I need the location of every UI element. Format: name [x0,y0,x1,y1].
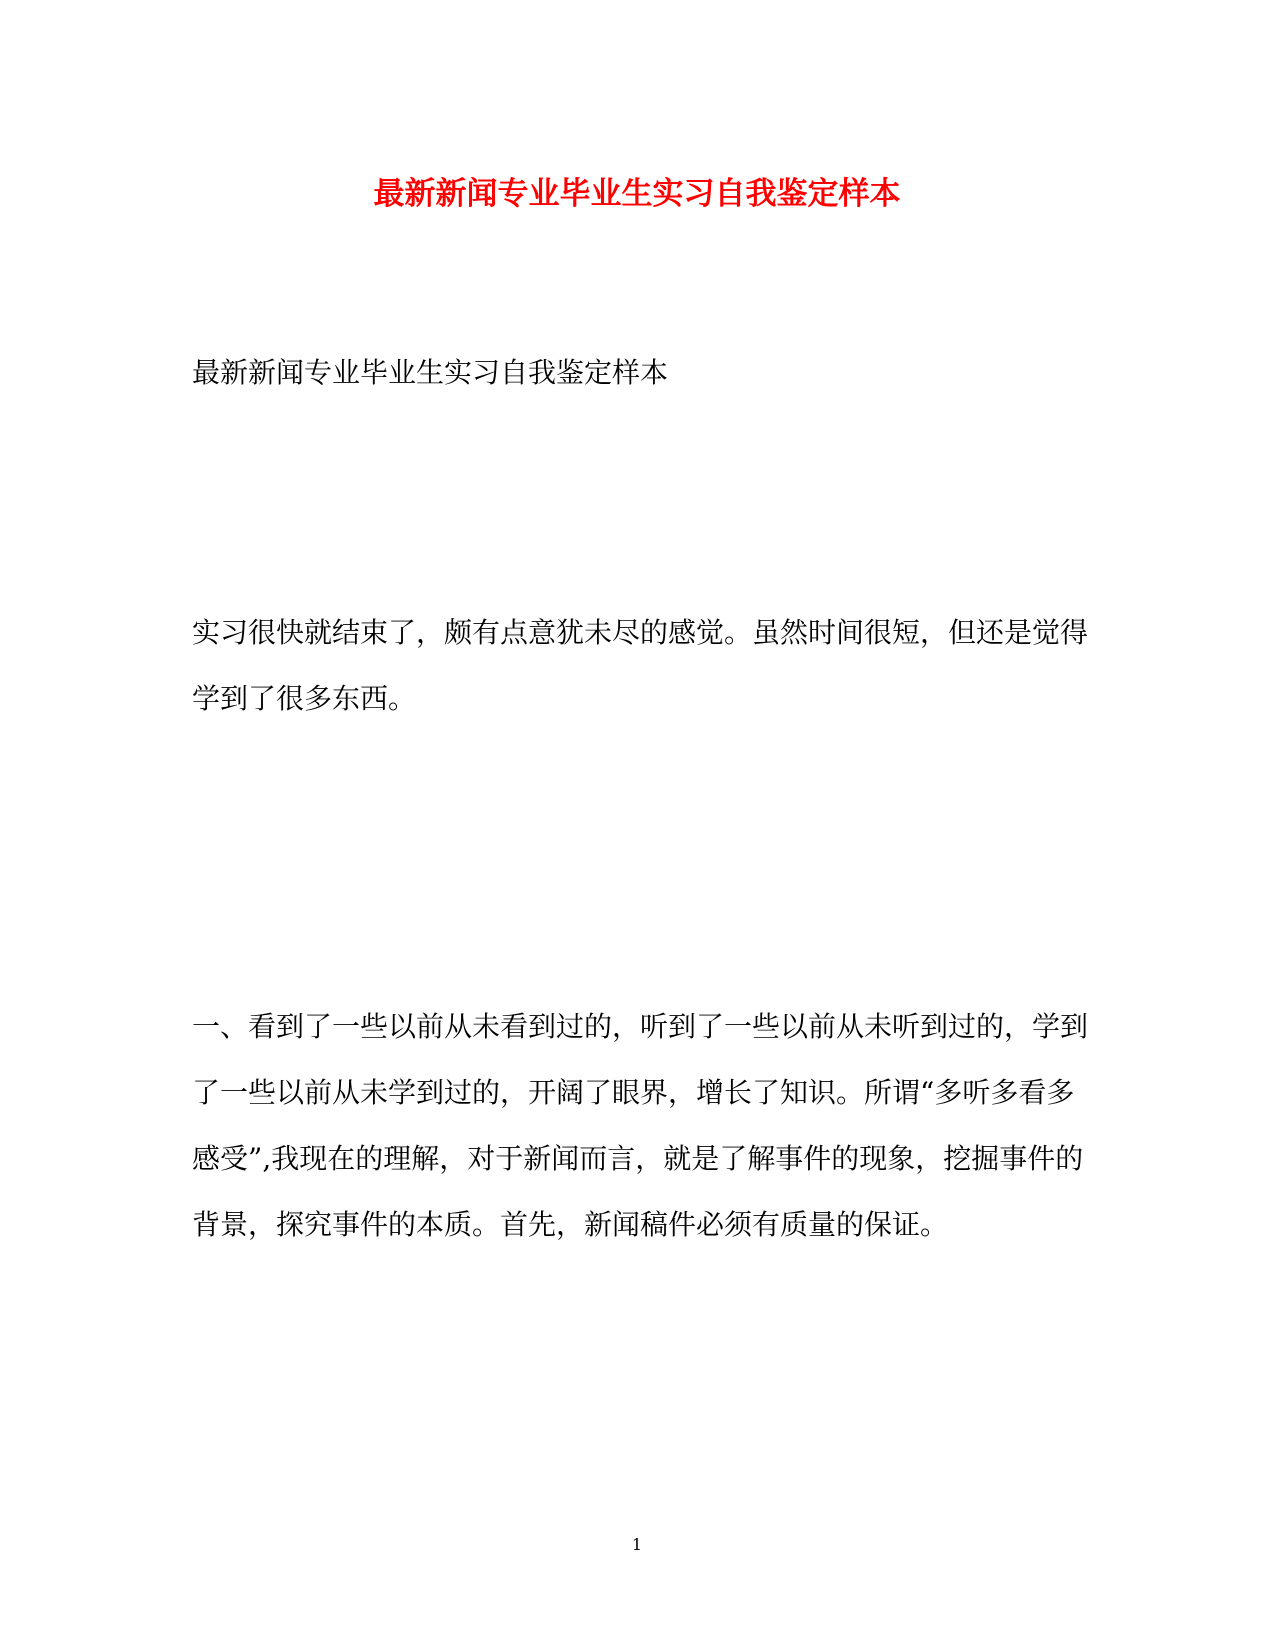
body-paragraph-1: 实习很快就结束了，颇有点意犹未尽的感觉。虽然时间很短，但还是觉得学到了很多东西。 [192,616,1089,715]
page-number: 1 [631,1535,643,1554]
document-subtitle: 最新新闻专业毕业生实习自我鉴定样本 [192,356,669,389]
document-title: 最新新闻专业毕业生实习自我鉴定样本 [373,176,901,212]
body-paragraph-2: 一、看到了一些以前从未看到过的，听到了一些以前从未听到过的，学到了一些以前从未学到过的，开阔了眼界，增长了知识。所谓“多听多看多感受”,我现在的理解，对于新闻而言，就是了解事件的现象，挖掘事件的背景，探究事件的本质。首先，新闻稿件必须有质量的保证。 [192,1010,1089,1241]
